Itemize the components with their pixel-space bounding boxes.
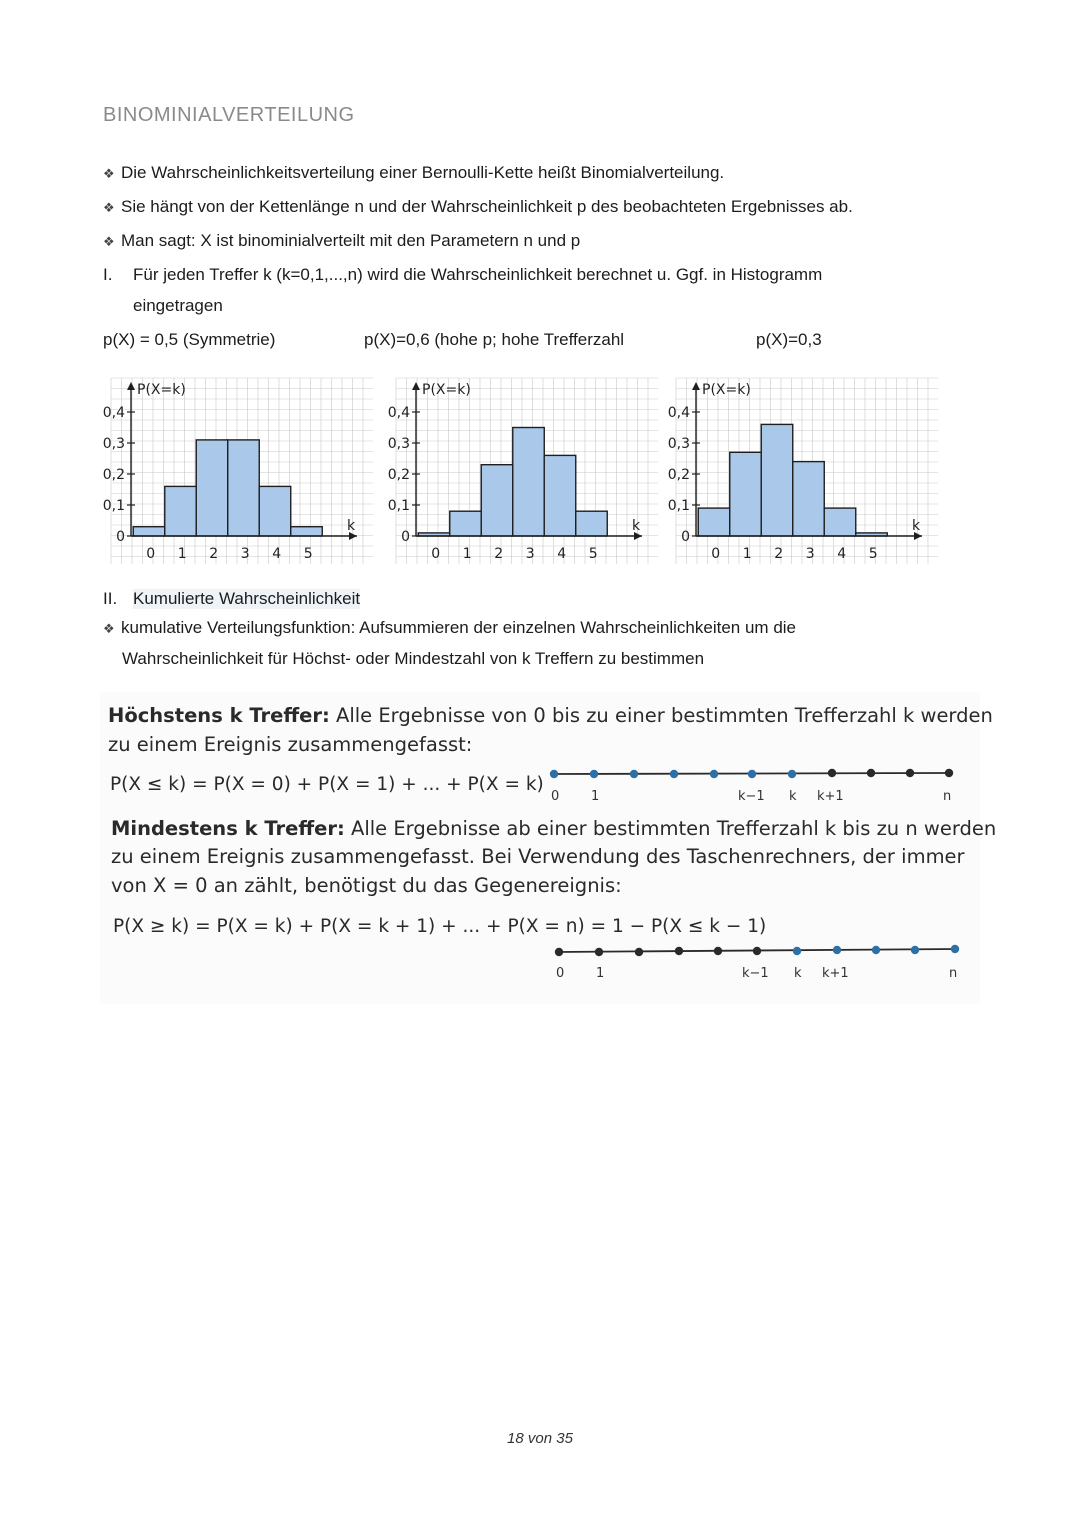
- diamond-bullet-icon: ❖: [103, 200, 115, 215]
- y-axis-title: P(X=k): [422, 382, 471, 398]
- nl1-label-n: n: [943, 789, 952, 804]
- dot-1: [590, 770, 598, 778]
- histogram-bar: [698, 508, 730, 536]
- dot-4: [710, 770, 718, 778]
- x-tick-label: 1: [742, 546, 752, 562]
- dot-km1: [748, 770, 756, 778]
- hoechstens-text-1: Alle Ergebnisse von 0 bis zu einer bestimmten Trefferzahl k werden: [329, 704, 993, 727]
- x-axis-title: k: [347, 518, 356, 534]
- dot-3: [675, 947, 683, 955]
- dot-k: [788, 770, 796, 778]
- histogram-bar: [481, 465, 513, 536]
- bullet-3: [103, 231, 580, 251]
- histogram-bar: [291, 527, 323, 536]
- hoechstens-title: Höchstens k Treffer:: [108, 704, 330, 727]
- histogram-bar: [793, 462, 825, 536]
- histogram-bar: [165, 486, 197, 536]
- section-2-bullet-line-2: Wahrscheinlichkeit für Höchst- oder Mindestzahl von k Treffern zu bestimmen: [122, 649, 705, 668]
- numberline-dots: [555, 945, 959, 956]
- section-2-bullet-line-1: kumulative Verteilungsfunktion: Aufsummieren der einzelnen Wahrscheinlichkeiten um die: [121, 618, 797, 637]
- y-tick-label: 0: [401, 529, 410, 545]
- page-heading: BINOMINIALVERTEILUNG: [103, 104, 355, 126]
- x-tick-label: 5: [588, 546, 598, 562]
- histogram-bar: [259, 486, 291, 536]
- y-tick-label: 0,3: [102, 436, 125, 452]
- nl1-label-1: 1: [591, 789, 600, 804]
- dot-kp1: [828, 769, 836, 777]
- bullet-2: [103, 197, 853, 217]
- y-tick-label: 0,4: [102, 405, 125, 421]
- numberline-mindestens: [545, 937, 975, 967]
- nl2-label-n: n: [949, 966, 958, 981]
- x-tick-label: 4: [272, 546, 282, 562]
- caption-chart-2: p(X)=0,6 (hohe p; hohe Trefferzahl: [364, 330, 625, 349]
- dot-n: [951, 945, 959, 953]
- dot-0: [550, 770, 558, 778]
- histogram-bar: [730, 452, 762, 536]
- nl2-label-1: 1: [596, 966, 605, 981]
- dot-3: [670, 770, 678, 778]
- caption-chart-1: p(X) = 0,5 (Symmetrie): [103, 330, 276, 349]
- x-tick-label: 1: [462, 546, 472, 562]
- x-tick-label: 5: [303, 546, 313, 562]
- mindestens-line-1: [111, 817, 996, 840]
- dot-kp1: [833, 946, 841, 954]
- x-tick-label: 0: [711, 546, 721, 562]
- nl2-label-km1: k−1: [742, 966, 769, 981]
- histogram-bar: [761, 424, 793, 536]
- y-axis-arrow-icon: [692, 382, 700, 390]
- y-tick-label: 0,2: [667, 467, 690, 483]
- x-axis-title: k: [912, 518, 921, 534]
- y-axis-title: P(X=k): [137, 382, 186, 398]
- dot-k: [793, 947, 801, 955]
- y-axis-arrow-icon: [127, 382, 135, 390]
- x-tick-label: 5: [868, 546, 878, 562]
- y-tick-label: 0: [681, 529, 690, 545]
- histogram-bar: [576, 511, 608, 536]
- x-axis-title: k: [632, 518, 641, 534]
- bullet-3-text: Man sagt: X ist binominialverteilt mit den Parametern n und p: [121, 231, 581, 250]
- dot-km1: [753, 947, 761, 955]
- dot-8: [872, 946, 880, 954]
- y-axis-arrow-icon: [412, 382, 420, 390]
- y-tick-label: 0,4: [387, 405, 410, 421]
- histogram-bar: [824, 508, 856, 536]
- caption-chart-3: p(X)=0,3: [756, 330, 822, 349]
- hoechstens-line-2: zu einem Ereignis zusammengefasst:: [108, 733, 473, 756]
- mindestens-line-3: von X = 0 an zählt, benötigst du das Gegenereignis:: [111, 874, 622, 897]
- x-tick-label: 3: [240, 546, 250, 562]
- diamond-bullet-icon: ❖: [103, 234, 115, 249]
- histogram-bar: [450, 511, 482, 536]
- bullet-2-text: Sie hängt von der Kettenlänge n und der Wahrscheinlichkeit p des beobachteten Ergebnisses ab.: [121, 197, 853, 216]
- histogram-p06: [387, 376, 662, 566]
- y-tick-label: 0,4: [667, 405, 690, 421]
- histogram-bar: [228, 440, 260, 536]
- section-1-numeral: I.: [103, 265, 113, 284]
- mindestens-text-1: Alle Ergebnisse ab einer bestimmten Trefferzahl k bis zu n werden: [344, 817, 997, 840]
- histogram-p05: [102, 376, 377, 566]
- x-tick-label: 1: [177, 546, 187, 562]
- dot-2: [630, 770, 638, 778]
- dot-n: [945, 769, 953, 777]
- x-tick-label: 0: [431, 546, 441, 562]
- mindestens-line-2: zu einem Ereignis zusammengefasst. Bei Verwendung des Taschenrechners, der immer: [111, 845, 965, 868]
- nl1-label-kp1: k+1: [817, 789, 844, 804]
- x-tick-label: 2: [209, 546, 219, 562]
- histogram-bar: [544, 455, 576, 536]
- x-tick-label: 2: [774, 546, 784, 562]
- bullet-1: [103, 163, 724, 183]
- histogram-bar: [133, 527, 165, 536]
- nl2-label-0: 0: [556, 966, 565, 981]
- x-tick-label: 0: [146, 546, 156, 562]
- hoechstens-line-1: [108, 704, 993, 727]
- nl1-label-km1: k−1: [738, 789, 765, 804]
- dot-9: [911, 946, 919, 954]
- dot-4: [714, 947, 722, 955]
- x-tick-label: 2: [494, 546, 504, 562]
- mindestens-formula: P(X ≥ k) = P(X = k) + P(X = k + 1) + ... + P(X = n) = 1 − P(X ≤ k − 1): [113, 916, 767, 937]
- y-axis-title: P(X=k): [702, 382, 751, 398]
- section-1-line-2: eingetragen: [133, 296, 223, 315]
- y-tick-label: 0: [116, 529, 125, 545]
- mindestens-title: Mindestens k Treffer:: [111, 817, 345, 840]
- y-tick-label: 0,2: [102, 467, 125, 483]
- nl2-label-k: k: [794, 966, 802, 981]
- hoechstens-formula: P(X ≤ k) = P(X = 0) + P(X = 1) + ... + P(X = k): [110, 774, 544, 795]
- diamond-bullet-icon: ❖: [103, 166, 115, 181]
- nl2-label-kp1: k+1: [822, 966, 849, 981]
- section-1-line-1: Für jeden Treffer k (k=0,1,...,n) wird die Wahrscheinlichkeit berechnet u. Ggf. in Histogramm: [133, 265, 823, 284]
- nl1-label-0: 0: [551, 789, 560, 804]
- dot-2: [635, 948, 643, 956]
- bullet-1-text: Die Wahrscheinlichkeitsverteilung einer Bernoulli-Kette heißt Binomialverteilung.: [121, 163, 725, 182]
- page-number: 18 von 35: [507, 1430, 573, 1447]
- dot-1: [595, 948, 603, 956]
- x-tick-label: 3: [525, 546, 535, 562]
- y-tick-label: 0,2: [387, 467, 410, 483]
- x-tick-label: 4: [557, 546, 567, 562]
- diamond-bullet-icon: ❖: [103, 621, 115, 636]
- histogram-bar: [196, 440, 228, 536]
- y-tick-label: 0,1: [667, 498, 690, 514]
- y-tick-label: 0,3: [387, 436, 410, 452]
- histogram-p03: [667, 376, 942, 566]
- x-tick-label: 4: [837, 546, 847, 562]
- histogram-bar: [513, 428, 545, 537]
- section-2-title: Kumulierte Wahrscheinlichkeit: [133, 589, 361, 608]
- nl1-label-k: k: [789, 789, 797, 804]
- y-tick-label: 0,1: [387, 498, 410, 514]
- dot-0: [555, 948, 563, 956]
- x-tick-label: 3: [805, 546, 815, 562]
- y-tick-label: 0,1: [102, 498, 125, 514]
- dot-9: [906, 769, 914, 777]
- section-2-bullet: [103, 618, 796, 638]
- section-2-numeral: II.: [103, 589, 118, 608]
- dot-8: [867, 769, 875, 777]
- y-tick-label: 0,3: [667, 436, 690, 452]
